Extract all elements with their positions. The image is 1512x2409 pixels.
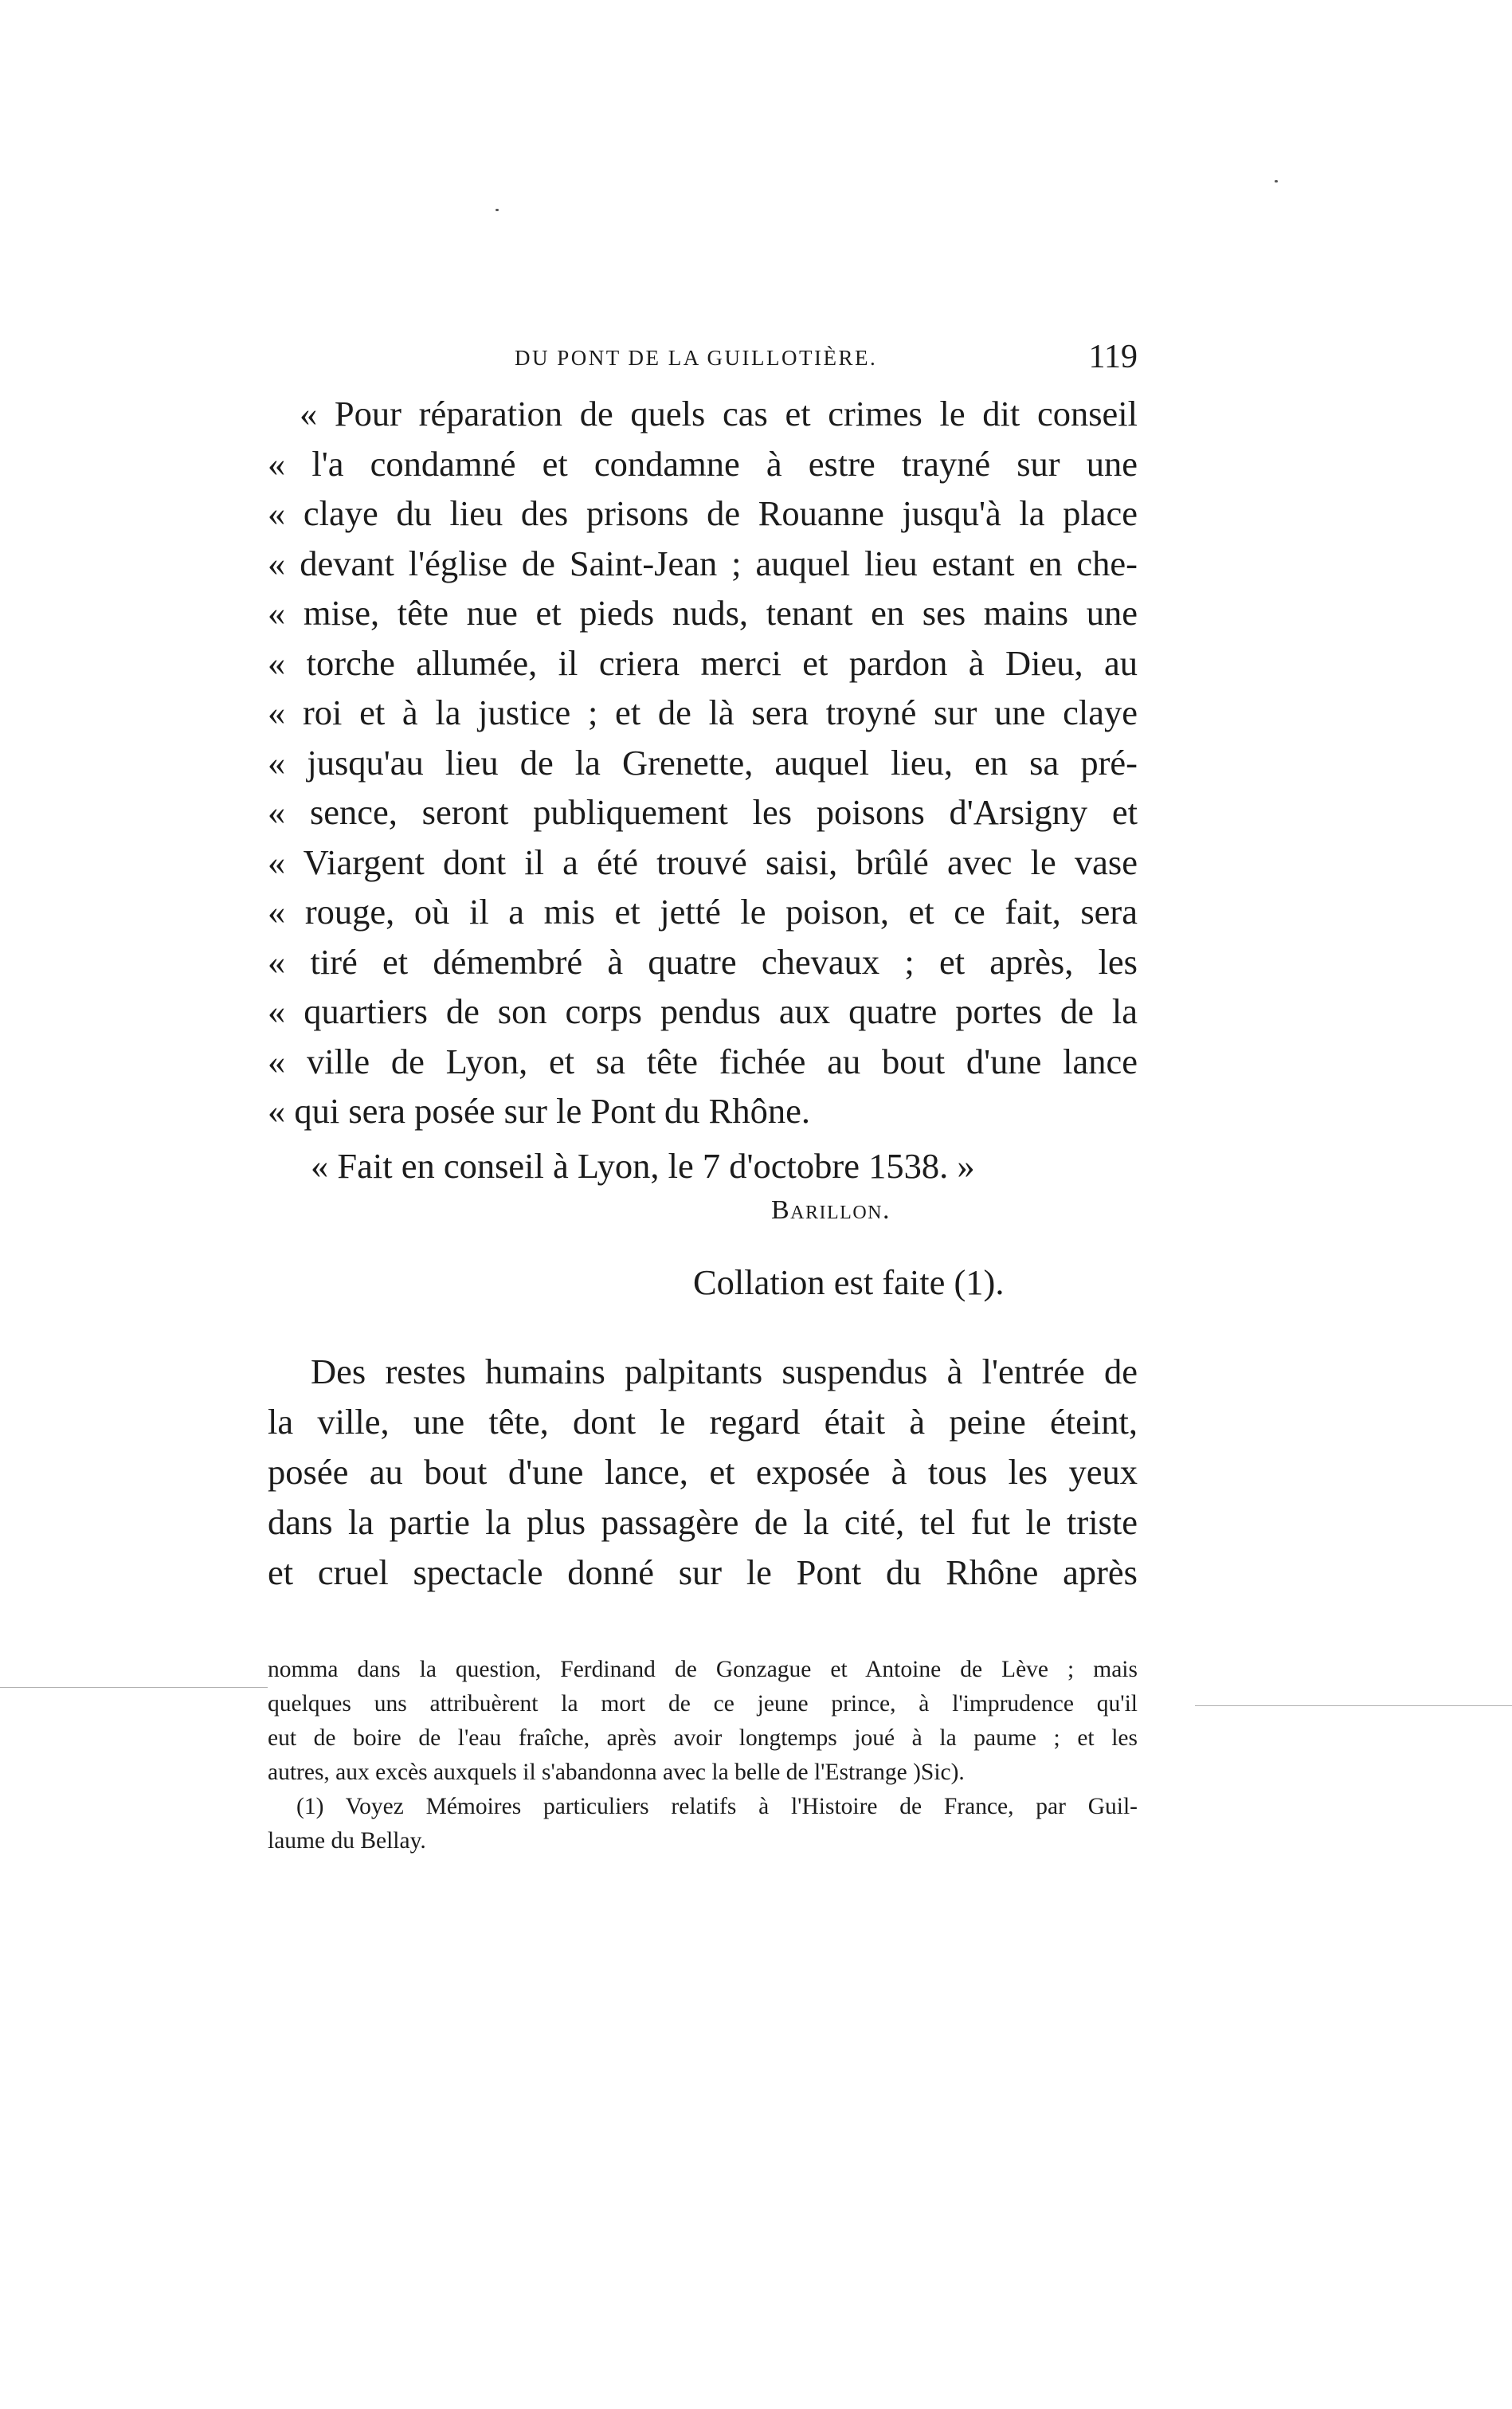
footnote-1-line: (1) Voyez Mémoires particuliers relatifs à l'Histoire de France, par Guil- [296, 1794, 1138, 1819]
scan-speck [1275, 180, 1278, 182]
paragraph-line: Des restes humains palpitants suspendus à l'entrée de [311, 1352, 1138, 1391]
paragraph-line: posée au bout d'une lance, et exposée à tous les yeux [268, 1452, 1138, 1492]
quote-line: « quartiers de son corps pendus aux quatre portes de la [268, 991, 1138, 1031]
sentence-quotation [268, 389, 1138, 1191]
quote-line: « qui sera posée sur le Pont du Rhône. [268, 1091, 810, 1131]
scan-artifact-line [1195, 1705, 1512, 1706]
quote-line: « mise, tête nue et pieds nuds, tenant en ses mains une [268, 593, 1138, 633]
quote-line: « roi et à la justice ; et de là sera troyné sur une claye [268, 692, 1138, 732]
footnote-line: nomma dans la question, Ferdinand de Gonzague et Antoine de Lève ; mais [268, 1657, 1138, 1682]
scan-artifact-line [0, 1687, 268, 1688]
quote-line: « l'a condamné et condamne à estre trayné sur une [268, 443, 1138, 484]
paragraph-line: et cruel spectacle donné sur le Pont du Rhône après [268, 1552, 1138, 1592]
footnote-line: quelques uns attribuèrent la mort de ce jeune prince, à l'imprudence qu'il [268, 1691, 1138, 1717]
collation-note: Collation est faite (1). [693, 1262, 1005, 1302]
scan-speck [496, 209, 499, 211]
footnote-1-line: laume du Bellay. [268, 1828, 426, 1854]
paragraph-line: la ville, une tête, dont le regard était à peine éteint, [268, 1402, 1138, 1442]
running-title: DU PONT DE LA GUILLOTIÈRE. [515, 346, 878, 370]
quote-line: « jusqu'au lieu de la Grenette, auquel lieu, en sa pré- [268, 742, 1138, 783]
quote-line: « sence, seront publiquement les poisons d'Arsigny et [268, 792, 1138, 832]
footnotes [268, 1653, 1138, 1858]
footnote-line: eut de boire de l'eau fraîche, après avoir longtemps joué à la paume ; et les [268, 1725, 1138, 1751]
footnote-line: autres, aux excès auxquels il s'abandonna avec la belle de l'Estrange )Sic). [268, 1760, 965, 1785]
quote-line: « ville de Lyon, et sa tête fichée au bout d'une lance [268, 1041, 1138, 1081]
quote-line: « devant l'église de Saint-Jean ; auquel lieu estant en che- [268, 543, 1138, 583]
date-line: « Fait en conseil à Lyon, le 7 d'octobre 1538. » [311, 1145, 975, 1186]
paragraph-line: dans la partie la plus passagère de la cité, tel fut le triste [268, 1502, 1138, 1542]
quote-line: « Viargent dont il a été trouvé saisi, brûlé avec le vase [268, 842, 1138, 882]
running-head [268, 338, 1138, 378]
signature: Barillon. [771, 1195, 891, 1225]
page-number: 119 [1088, 339, 1138, 375]
quote-line: « tiré et démembré à quatre chevaux ; et après, les [268, 941, 1138, 982]
quote-line: « torche allumée, il criera merci et pardon à Dieu, au [268, 642, 1138, 683]
quote-line: « claye du lieu des prisons de Rouanne jusqu'à la place [268, 493, 1138, 533]
body-paragraph [268, 1347, 1138, 1598]
quote-line: « Pour réparation de quels cas et crimes le dit conseil [300, 394, 1138, 434]
quote-line: « rouge, où il a mis et jetté le poison, et ce fait, sera [268, 892, 1138, 932]
